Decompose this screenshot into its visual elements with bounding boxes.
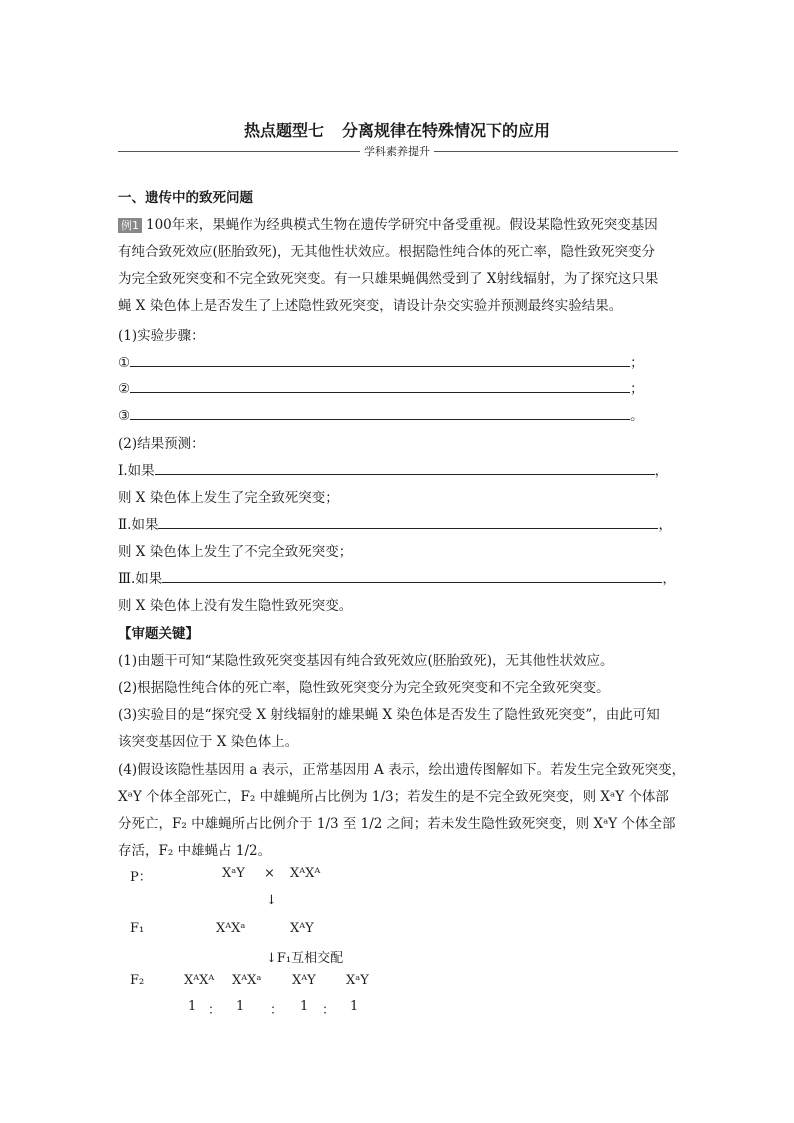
arrow-down-icon: ↓	[266, 893, 277, 908]
ratio-value: 1	[236, 999, 245, 1014]
steps-label: (1)实验步骤：	[118, 328, 205, 344]
key-point-1: (1)由题干可知“某隐性致死突变基因有纯合致死效应(胚胎致死)，无其他性状效应。	[118, 653, 614, 669]
p-female-genotype: XᴬXᴬ	[290, 866, 321, 881]
f1-intercross-arrow: ↓F₁互相交配	[266, 951, 344, 966]
f2-genotype: XᴬY	[292, 973, 316, 988]
key-point-4-line-4: 存活，F₂ 中雄蝇占 1/2。	[118, 843, 272, 859]
key-point-4-line-1: (4)假设该隐性基因用 a 表示，正常基因用 A 表示，绘出遗传图解如下。若发生完全致死突变，	[118, 762, 686, 778]
section-heading: 一、遗传中的致死问题	[118, 190, 253, 206]
p-label: P：	[130, 870, 152, 885]
f1-genotype-male: XᴬY	[290, 921, 314, 936]
answer-blank[interactable]	[162, 570, 662, 583]
step-2[interactable]: ② ；	[118, 381, 644, 397]
cross-symbol: ×	[264, 866, 275, 881]
title-text: 分离规律在特殊情况下的应用	[342, 121, 551, 140]
ratio-value: 1	[350, 999, 359, 1014]
problem-line-1: 例1 100年来，果蝇作为经典模式生物在遗传学研究中备受重视。假设某隐性致死突变基因	[118, 213, 658, 233]
f2-genotype: XᵃY	[346, 973, 369, 988]
ratio-value: 1	[300, 999, 309, 1014]
prediction-3-conclusion: 则 X 染色体上没有发生隐性致死突变。	[118, 598, 353, 614]
subtitle: 学科素养提升	[0, 143, 794, 159]
key-point-3: (3)实验目的是“探究受 X 射线辐射的雄果蝇 X 染色体是否发生了隐性致死突变”，由此可知	[118, 707, 660, 723]
answer-blank[interactable]	[158, 516, 658, 529]
key-point-3-cont: 该突变基因位于 X 染色体上。	[118, 734, 299, 750]
f2-genotype: XᴬXᵃ	[232, 973, 262, 988]
step-3[interactable]: ③ 。	[118, 408, 644, 424]
title-topic: 热点题型七	[243, 121, 324, 140]
problem-line-2: 有纯合致死效应(胚胎致死)，无其他性状效应。根据隐性纯合体的死亡率，隐性致死突变分	[118, 244, 656, 260]
ratio-separator: ：	[322, 1003, 336, 1018]
key-label: 【审题关键】	[118, 626, 199, 642]
example-tag: 例1	[118, 218, 142, 233]
prediction-1-conclusion: 则 X 染色体上发生了完全致死突变；	[118, 490, 339, 506]
answer-blank[interactable]	[130, 407, 630, 420]
ratio-separator: ：	[270, 1003, 284, 1018]
prediction-3[interactable]: Ⅲ.如果 ，	[118, 571, 676, 587]
f1-genotype-female: XᴬXᵃ	[216, 921, 246, 936]
f1-label: F₁	[130, 921, 145, 936]
prediction-2-conclusion: 则 X 染色体上发生了不完全致死突变；	[118, 544, 353, 560]
problem-line-4: 蝇 X 染色体上是否发生了上述隐性致死突变，请设计杂交实验并预测最终实验结果。	[118, 298, 623, 314]
prediction-1[interactable]: Ⅰ.如果 ，	[118, 463, 669, 479]
step-1[interactable]: ① ；	[118, 355, 644, 371]
predict-label: (2)结果预测：	[118, 436, 205, 452]
prediction-2[interactable]: Ⅱ.如果 ，	[118, 517, 672, 533]
answer-blank[interactable]	[130, 354, 630, 367]
f2-genotype: XᴬXᴬ	[184, 973, 215, 988]
key-point-2: (2)根据隐性纯合体的死亡率，隐性致死突变分为完全致死突变和不完全致死突变。	[118, 680, 610, 696]
problem-line-3: 为完全致死突变和不完全致死突变。有一只雄果蝇偶然受到了 X射线辐射，为了探究这只果	[118, 271, 659, 287]
ratio-separator: ：	[208, 1003, 222, 1018]
p-male-genotype: XᵃY	[222, 866, 245, 881]
key-point-4-line-2: XᵃY 个体全部死亡，F₂ 中雄蝇所占比例为 1/3；若发生的是不完全致死突变，则 XᵃY 个体部	[118, 789, 669, 805]
ratio-value: 1	[188, 999, 197, 1014]
answer-blank[interactable]	[130, 380, 630, 393]
f2-label: F₂	[130, 973, 145, 988]
page-title	[0, 118, 794, 141]
key-point-4-line-3: 分死亡，F₂ 中雄蝇所占比例介于 1/3 至 1/2 之间；若未发生隐性致死突变，则 XᵃY 个体全部	[118, 816, 676, 832]
answer-blank[interactable]	[155, 462, 655, 475]
